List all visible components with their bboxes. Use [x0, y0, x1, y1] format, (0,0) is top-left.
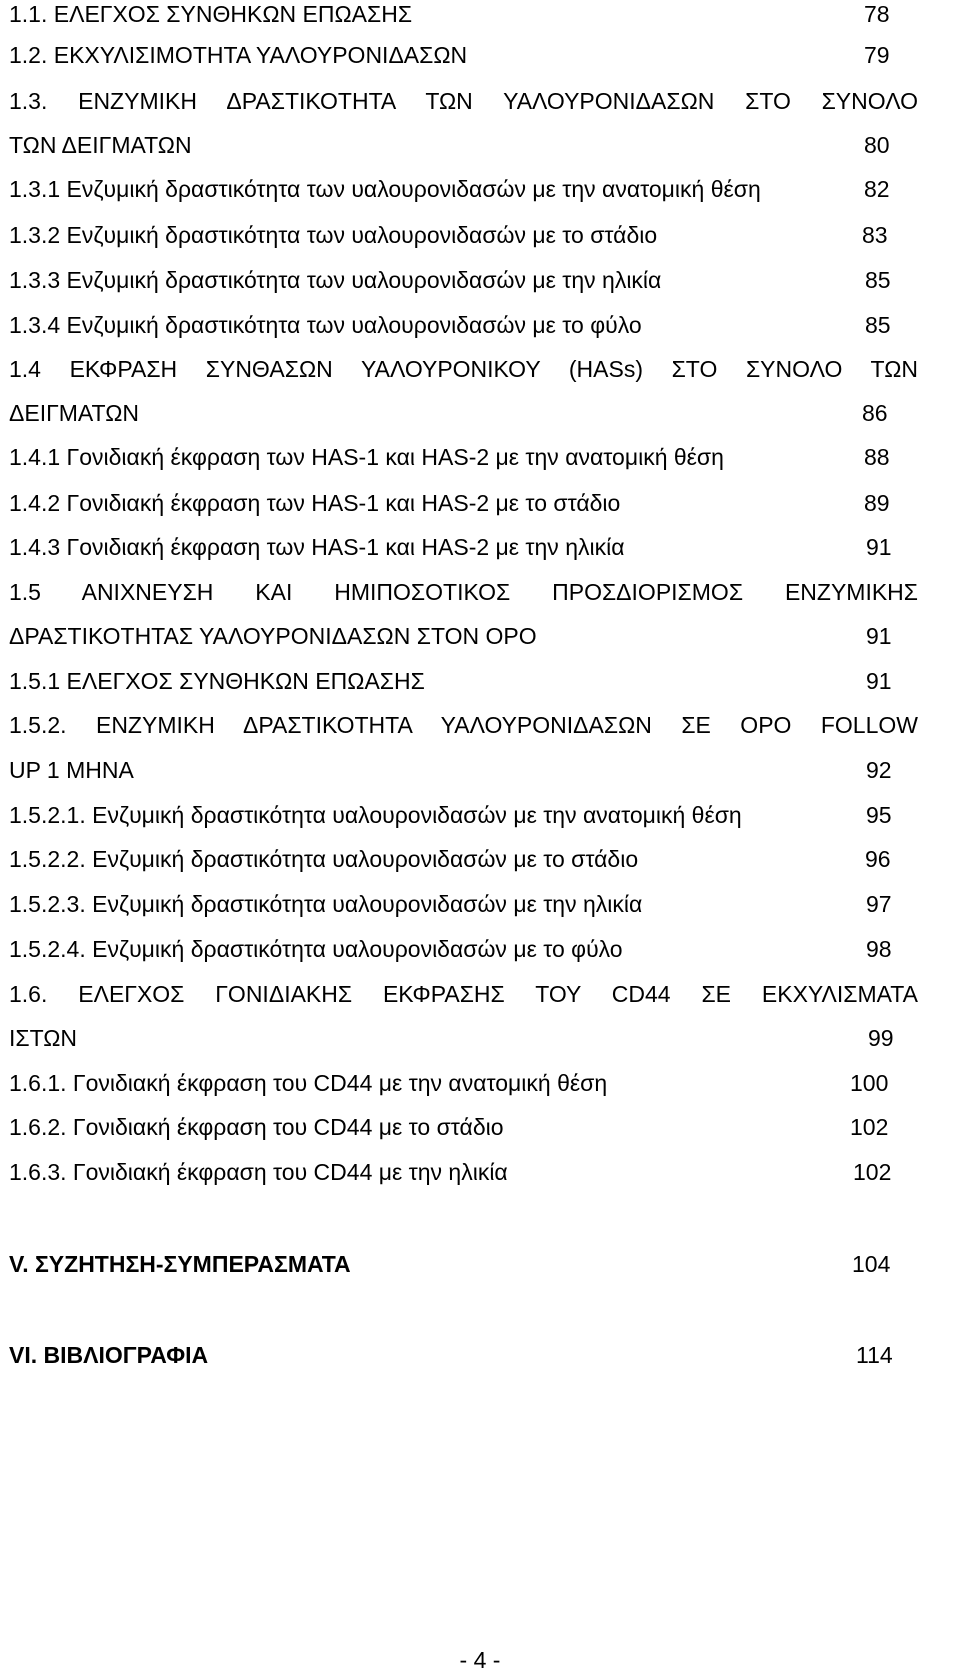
toc-entry-title: 1.5.2. ΕΝΖΥΜΙΚΗ ΔΡΑΣΤΙΚΟΤΗΤΑ ΥΑΛΟΥΡΟΝΙΔΑΣΩΝ ΣΕ ΟΡΟ FOLLOW: [9, 712, 918, 738]
toc-entry-page: 95: [866, 802, 892, 828]
toc-entry-title: 1.4 ΕΚΦΡΑΣΗ ΣΥΝΘΑΣΩΝ ΥΑΛΟΥΡΟΝΙΚΟΥ (HASs) ΣΤΟ ΣΥΝΟΛΟ ΤΩΝ: [9, 356, 918, 382]
toc-entry-page: 91: [866, 668, 892, 694]
toc-entry-title: 1.3.3 Ενζυμική δραστικότητα των υαλουρονιδασών με την ηλικία: [9, 267, 662, 293]
toc-entry-page: 114: [856, 1342, 893, 1368]
toc-entry-title: 1.5.2.1. Ενζυμική δραστικότητα υαλουρονιδασών με την ανατομική θέση: [9, 802, 742, 828]
toc-entry-page: 85: [865, 312, 891, 338]
toc-entry-title: 1.6.3. Γονιδιακή έκφραση του CD44 με την ηλικία: [9, 1159, 508, 1185]
toc-entry-title-continued: ΔΕΙΓΜΑΤΩΝ: [9, 400, 139, 426]
toc-entry-page: 99: [868, 1025, 894, 1051]
page-number: - 4 -: [459, 1647, 501, 1673]
toc-entry-title: 1.6.2. Γονιδιακή έκφραση του CD44 με το στάδιο: [9, 1114, 504, 1140]
toc-entry-page: 83: [862, 222, 888, 248]
toc-entry-title-continued: ΙΣΤΩΝ: [9, 1025, 78, 1051]
toc-entry-title: 1.4.2 Γονιδιακή έκφραση των HAS-1 και HAS-2 με το στάδιο: [9, 490, 621, 516]
toc-chapter-title: V. ΣΥΖΗΤΗΣΗ-ΣΥΜΠΕΡΑΣΜΑΤΑ: [9, 1251, 351, 1277]
toc-entry-page: 91: [866, 623, 892, 649]
toc-entry-page: 85: [865, 267, 891, 293]
toc-entry-page: 98: [866, 936, 892, 962]
toc-entry-page: 79: [864, 42, 890, 68]
toc-entry-page: 89: [864, 490, 890, 516]
toc-entry-page: 97: [866, 891, 892, 917]
toc-entry-title: 1.5.1 ΕΛΕΓΧΟΣ ΣΥΝΘΗΚΩΝ ΕΠΩΑΣΗΣ: [9, 668, 425, 694]
toc-entry-page: 96: [865, 846, 891, 872]
toc-entry-title: 1.5 ΑΝΙΧΝΕΥΣΗ ΚΑΙ ΗΜΙΠΟΣΟΤΙΚΟΣ ΠΡΟΣΔΙΟΡΙΣΜΟΣ ΕΝΖΥΜΙΚΗΣ: [9, 579, 918, 605]
toc-entry-page: 88: [864, 444, 890, 470]
toc-chapter-title: VI. ΒΙΒΛΙΟΓΡΑΦΙΑ: [9, 1342, 209, 1368]
toc-entry-page: 91: [866, 534, 892, 560]
toc-entry-title: 1.3.4 Ενζυμική δραστικότητα των υαλουρονιδασών με το φύλο: [9, 312, 642, 338]
toc-entry-page: 80: [864, 132, 890, 158]
toc-entry-title-continued: ΤΩΝ ΔΕΙΓΜΑΤΩΝ: [9, 132, 192, 158]
toc-entry-title: 1.5.2.2. Ενζυμική δραστικότητα υαλουρονιδασών με το στάδιο: [9, 846, 639, 872]
toc-entry-page: 102: [850, 1114, 889, 1140]
toc-entry-page: 78: [864, 1, 890, 27]
toc-entry-title: 1.4.1 Γονιδιακή έκφραση των HAS-1 και HAS-2 με την ανατομική θέση: [9, 444, 724, 470]
toc-entry-page: 86: [862, 400, 888, 426]
toc-entry-title: 1.3.2 Ενζυμική δραστικότητα των υαλουρονιδασών με το στάδιο: [9, 222, 658, 248]
toc-entry-page: 104: [852, 1251, 891, 1277]
toc-entry-title: 1.2. ΕΚΧΥΛΙΣΙΜΟΤΗΤΑ ΥΑΛΟΥΡΟΝΙΔΑΣΩΝ: [9, 42, 468, 68]
toc-entry-title: 1.5.2.4. Ενζυμική δραστικότητα υαλουρονιδασών με το φύλο: [9, 936, 623, 962]
toc-entry-title-continued: ΔΡΑΣΤΙΚΟΤΗΤΑΣ ΥΑΛΟΥΡΟΝΙΔΑΣΩΝ ΣΤΟΝ ΟΡΟ: [9, 623, 537, 649]
toc-entry-title: 1.3. ΕΝΖΥΜΙΚΗ ΔΡΑΣΤΙΚΟΤΗΤΑ ΤΩΝ ΥΑΛΟΥΡΟΝΙΔΑΣΩΝ ΣΤΟ ΣΥΝΟΛΟ: [9, 88, 918, 114]
toc-entry-title: 1.6.1. Γονιδιακή έκφραση του CD44 με την ανατομική θέση: [9, 1070, 608, 1096]
toc-entry-title: 1.1. ΕΛΕΓΧΟΣ ΣΥΝΘΗΚΩΝ ΕΠΩΑΣΗΣ: [9, 1, 413, 27]
toc-entry-title: 1.6. ΕΛΕΓΧΟΣ ΓΟΝΙΔΙΑΚΗΣ ΕΚΦΡΑΣΗΣ ΤΟΥ CD44 ΣΕ ΕΚΧΥΛΙΣΜΑΤΑ: [9, 981, 918, 1007]
toc-entry-page: 82: [864, 176, 890, 202]
toc-entry-title: 1.4.3 Γονιδιακή έκφραση των HAS-1 και HAS-2 με την ηλικία: [9, 534, 625, 560]
toc-entry-page: 92: [866, 757, 892, 783]
toc-entry-page: 100: [850, 1070, 889, 1096]
toc-entry-title: 1.3.1 Ενζυμική δραστικότητα των υαλουρονιδασών με την ανατομική θέση: [9, 176, 761, 202]
toc-entry-title: 1.5.2.3. Ενζυμική δραστικότητα υαλουρονιδασών με την ηλικία: [9, 891, 643, 917]
toc-entry-page: 102: [853, 1159, 892, 1185]
toc-entry-title-continued: UP 1 ΜΗΝΑ: [9, 757, 134, 783]
